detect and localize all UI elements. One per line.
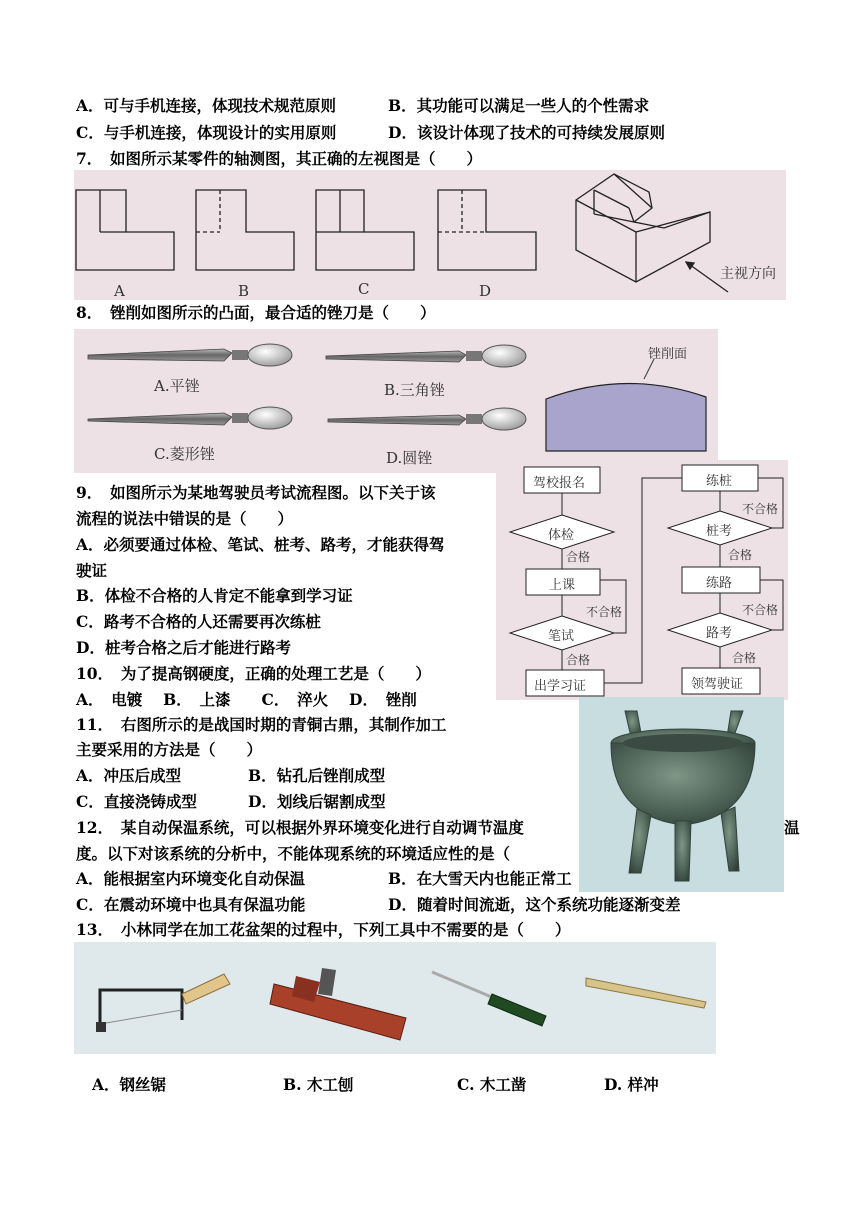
q7-figure [74, 170, 786, 300]
q13-tools-drawing [74, 942, 716, 1054]
q9-stem-line1: 9． 如图所示为某地驾驶员考试流程图。以下关于该 [76, 483, 436, 502]
diamond-file-icon [88, 407, 292, 429]
q9-option-a-line2: 驶证 [76, 561, 108, 580]
center-punch-icon [586, 978, 706, 1008]
bronze-ding-image [579, 697, 784, 892]
q6-option-b: B．其功能可以满足一些人的个性需求 [388, 96, 650, 115]
fail-label-2: 不合格 [742, 502, 779, 516]
node-practice-road: 练路 [706, 576, 733, 591]
q11-option-a: A．冲压后成型 [76, 766, 182, 785]
pass-label-2: 合格 [566, 653, 591, 667]
node-written-test: 笔试 [548, 629, 575, 644]
pass-label-4: 合格 [732, 651, 757, 665]
q9-option-c: C．路考不合格的人还需要再次练桩 [76, 612, 321, 631]
q11-stem-line1: 11． 右图所示的是战国时期的青铜古鼎，其制作加工 [76, 715, 447, 734]
q7-stem: 7． 如图所示某零件的轴测图，其正确的左视图是（ ） [76, 149, 483, 168]
q6-option-d: D．该设计体现了技术的可持续发展原则 [388, 123, 665, 142]
round-file-icon [328, 408, 526, 430]
q9-option-a-line1: A．必须要通过体检、笔试、桩考、路考，才能获得驾 [76, 535, 445, 554]
bronze-ding-icon [579, 697, 784, 892]
q13-option-c: C. 木工凿 [457, 1075, 527, 1094]
q11-option-c: C．直接浇铸成型 [76, 792, 197, 811]
q12-option-b: B．在大雪天内也能正常工 [388, 869, 572, 888]
q10-options: A． 电镀 B． 上漆 C． 淬火 D． 锉削 [76, 690, 417, 709]
wood-plane-icon [270, 968, 406, 1040]
node-road-test: 路考 [706, 626, 733, 641]
q13-stem: 13． 小林同学在加工花盆架的过程中，下列工具中不需要的是（ ） [76, 920, 571, 939]
flat-file-icon [88, 344, 292, 366]
q12-option-d: D．随着时间流逝，这个系统功能逐渐变差 [388, 895, 681, 914]
triangular-file-icon [326, 345, 526, 367]
fail-label-3: 不合格 [742, 603, 779, 617]
q8-label-a: A.平锉 [154, 377, 200, 395]
q7-drawing [74, 170, 786, 300]
q12-stem-line1-tail: 温 [784, 818, 800, 837]
q9-option-b: B．体检不合格的人肯定不能拿到学习证 [76, 586, 353, 605]
q12-option-c: C．在震动环境中也具有保温功能 [76, 895, 306, 914]
node-enroll: 驾校报名 [533, 476, 586, 491]
q8-figure [74, 329, 718, 473]
q8-surface-label: 锉削面 [648, 347, 688, 362]
q7-label-c: C [358, 280, 370, 298]
convex-surface-shape [546, 383, 706, 451]
q12-stem-line2: 度。以下对该系统的分析中，不能体现系统的环境适应性的是（ [76, 844, 511, 863]
q7-label-d: D [479, 282, 492, 300]
node-physical-exam: 体检 [548, 528, 575, 543]
q9-stem-line2: 流程的说法中错误的是（ ） [76, 509, 294, 528]
q10-stem: 10． 为了提高钢硬度，正确的处理工艺是（ ） [76, 664, 431, 683]
q13-option-b: B. 木工刨 [283, 1075, 354, 1094]
q11-option-d: D．划线后锯割成型 [248, 792, 386, 811]
q7-label-b: B [238, 282, 250, 300]
coping-saw-icon [96, 974, 230, 1032]
node-practice-pile: 练桩 [706, 474, 733, 489]
q9-option-d: D．桩考合格之后才能进行路考 [76, 638, 291, 657]
q12-option-a: A．能根据室内环境变化自动保温 [76, 869, 306, 888]
q8-label-d: D.圆锉 [386, 449, 433, 467]
node-pile-test: 桩考 [706, 524, 733, 539]
node-class: 上课 [549, 578, 576, 593]
q8-label-b: B.三角锉 [384, 381, 445, 399]
q9-flowchart [496, 460, 788, 700]
node-permit: 出学习证 [534, 679, 587, 694]
q6-option-c: C．与手机连接，体现设计的实用原则 [76, 123, 337, 142]
pass-label-3: 合格 [728, 548, 753, 562]
q12-stem-line1: 12． 某自动保温系统，可以根据外界环境变化进行自动调节温度 [76, 818, 524, 837]
node-license: 领驾驶证 [691, 677, 744, 692]
pass-label-1: 合格 [566, 550, 591, 564]
q7-label-a: A [114, 282, 125, 300]
wood-chisel-icon [432, 972, 546, 1026]
q7-view-direction-label: 主视方向 [720, 266, 776, 282]
q13-option-d: D. 样冲 [604, 1075, 659, 1094]
q13-option-a: A．钢丝锯 [92, 1075, 167, 1094]
q11-option-b: B．钻孔后锉削成型 [248, 766, 386, 785]
q13-tools-figure [74, 942, 716, 1054]
q11-stem-line2: 主要采用的方法是（ ） [76, 740, 263, 759]
fail-label-1: 不合格 [586, 605, 623, 619]
q8-label-c: C.菱形锉 [154, 445, 215, 463]
q6-option-a: A．可与手机连接，体现技术规范原则 [76, 96, 337, 115]
q8-stem: 8． 锉削如图所示的凸面，最合适的锉刀是（ ） [76, 303, 436, 322]
